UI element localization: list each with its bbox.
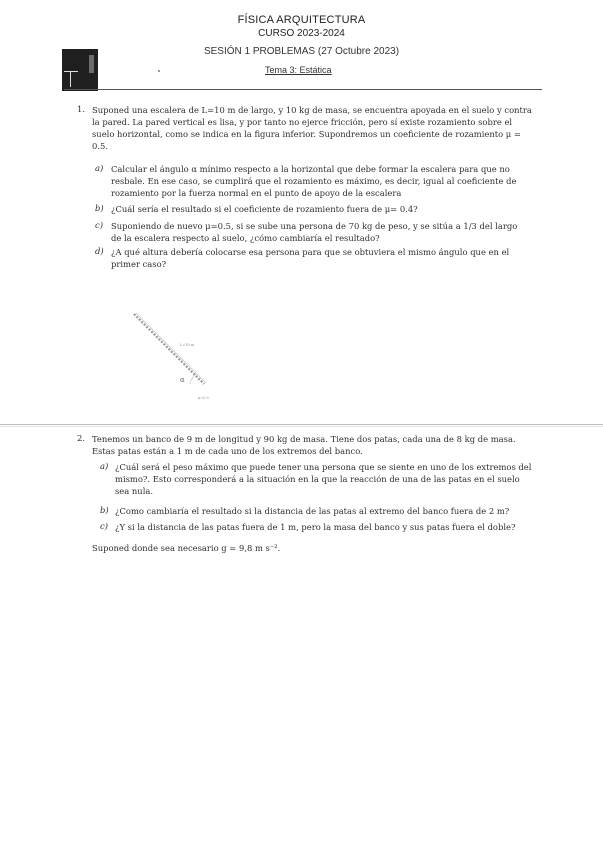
- scan-speck: [158, 70, 160, 72]
- ladder-length-label: L=10 m: [180, 343, 195, 347]
- text-line: ¿Y si la distancia de las patas fuera de 1 m, pero la masa del banco y sus patas fuera el doble?: [115, 522, 516, 532]
- university-logo: [62, 49, 98, 91]
- text-line: de la escalera respecto al suelo, ¿cómo cambiaría el resultado?: [111, 233, 380, 243]
- text-line: Suponed una escalera de L=10 m de largo, y 10 kg de masa, se encuentra apoyada en el suelo y contra: [92, 105, 532, 115]
- friction-label: μ=0.5: [198, 396, 209, 400]
- text-line: Suponiendo de nuevo μ=0.5, si se sube una persona de 70 kg de peso, y se sitúa a 1/3 del largo: [111, 221, 518, 231]
- problem-2-item-c: [115, 521, 547, 533]
- text-line: resbale. En ese caso, se cumplirá que el rozamiento es máximo, es decir, igual al coeficiente de: [111, 176, 517, 186]
- ladder-line: [134, 314, 204, 384]
- angle-arc: [190, 374, 196, 384]
- item-label: c): [100, 521, 108, 531]
- item-label: b): [95, 203, 104, 213]
- text-line: rozamiento por la fuerza normal en el punto de apoyo de la escalera: [111, 188, 402, 198]
- text-line: Estas patas están a 1 m de cada uno de los extremos del banco.: [92, 446, 363, 456]
- text-line: suelo horizontal, como se indica en la figura inferior. Supondremos un coeficiente de rozamiento μ =: [92, 129, 521, 139]
- problem-2-number: 2.: [77, 433, 85, 443]
- document-title: FÍSICA ARQUITECTURA: [237, 14, 366, 26]
- text-line: primer caso?: [111, 259, 167, 269]
- item-label: a): [95, 163, 104, 173]
- item-label: a): [100, 461, 109, 471]
- problem-2-statement: [92, 433, 547, 457]
- problem-2-item-a: [115, 461, 547, 497]
- ladder-edge: [136, 313, 206, 383]
- text-line: ¿Cuál sería el resultado si el coeficiente de rozamiento fuera de μ= 0.4?: [111, 204, 418, 214]
- item-label: b): [100, 505, 109, 515]
- text-line: ¿A qué altura debería colocarse esa persona para que se obtuviera el mismo ángulo que en el: [111, 247, 510, 257]
- problem-1-item-c: [111, 220, 543, 244]
- text-line: ¿Cuál será el peso máximo que puede tener una persona que se siente en uno de los extremos del: [115, 462, 532, 472]
- text-line: mismo?. Esto corresponderá a la situación en la que la reacción de una de las patas en el suelo: [115, 474, 520, 484]
- text-line: Tenemos un banco de 9 m de longitud y 90 kg de masa. Tiene dos patas, cada una de 8 kg de masa.: [92, 434, 516, 444]
- item-label: c): [95, 220, 103, 230]
- topic-title: Tema 3: Estática: [265, 65, 332, 75]
- header-rule: [64, 89, 542, 90]
- text-line: Calcular el ángulo α mínimo respecto a la horizontal que debe formar la escalera para que no: [111, 164, 510, 174]
- text-line: ¿Como cambiaría el resultado si la distancia de las patas al extremo del banco fuera de 2 m?: [115, 506, 510, 516]
- session-title: SESIÓN 1 PROBLEMAS (27 Octubre 2023): [203, 46, 400, 57]
- problem-2-gravity-note: Suponed donde sea necesario g = 9,8 m s⁻².: [92, 543, 281, 553]
- ladder-figure: [120, 300, 240, 410]
- item-label: d): [95, 246, 104, 256]
- page-separator-shadow: [0, 426, 603, 427]
- page-separator: [0, 424, 603, 425]
- problem-1-number: 1.: [77, 104, 85, 114]
- course-year: CURSO 2023-2024: [258, 28, 345, 39]
- problem-1-item-b: [111, 203, 543, 215]
- text-line: 0.5.: [92, 141, 108, 151]
- problem-1-item-d: [111, 246, 543, 270]
- angle-label: α: [180, 376, 185, 384]
- problem-1-item-a: [111, 163, 543, 199]
- text-line: sea nula.: [115, 486, 154, 496]
- problem-1-statement: [92, 104, 542, 152]
- text-line: la pared. La pared vertical es lisa, y por tanto no ejerce fricción, pero sí existe rozamiento sobre el: [92, 117, 513, 127]
- problem-2-item-b: [115, 505, 547, 517]
